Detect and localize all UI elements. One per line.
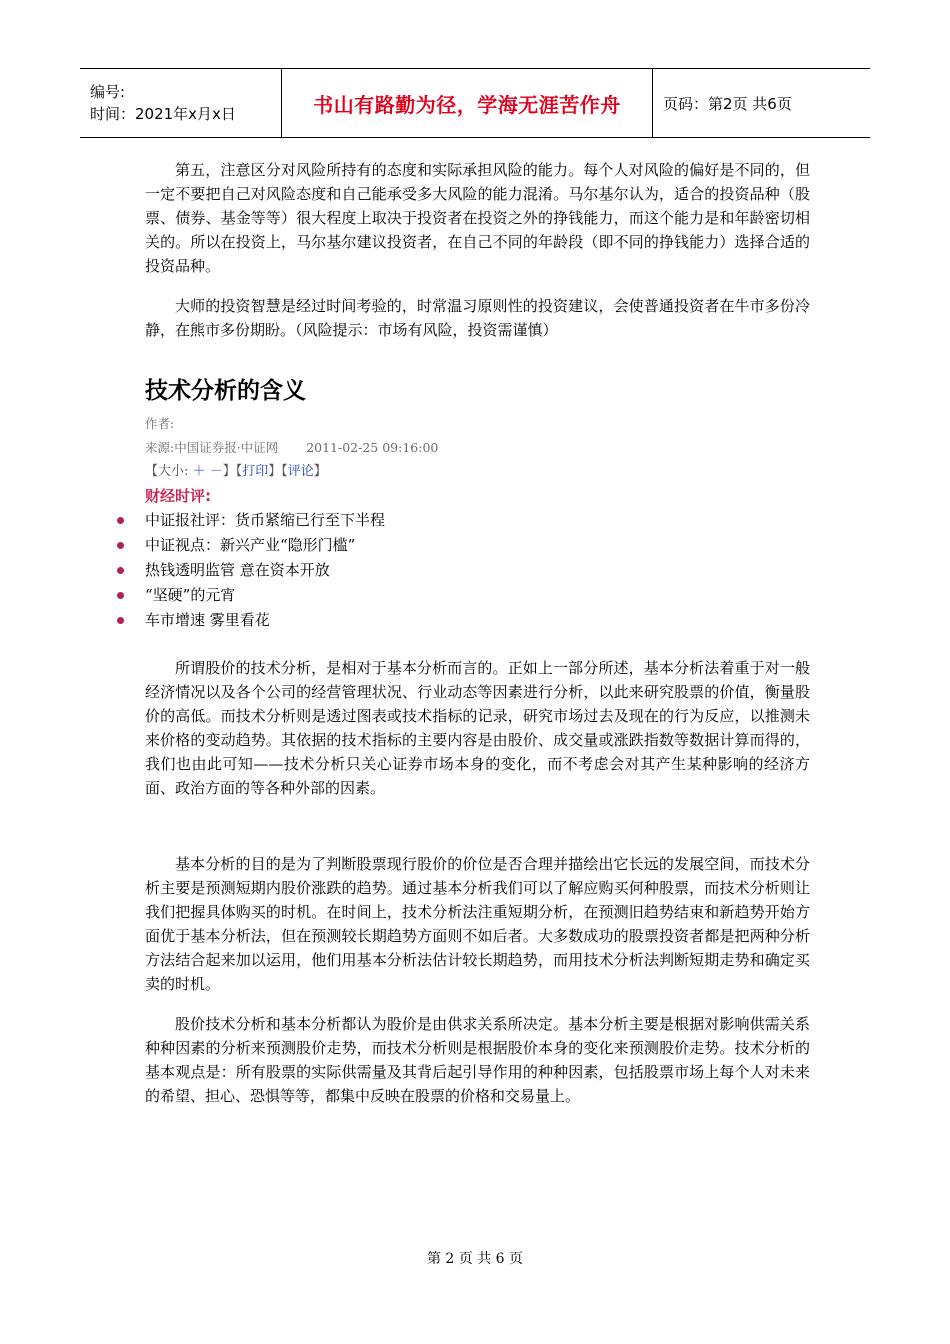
page-footer: 第 2 页 共 6 页 bbox=[426, 1251, 524, 1267]
header-center-cell bbox=[281, 69, 653, 137]
news-list bbox=[145, 508, 810, 633]
news-item[interactable]: 车市增速 雾里看花 bbox=[145, 608, 810, 633]
document-body bbox=[145, 158, 810, 1108]
paragraph-risk: 第五，注意区分对风险所持有的态度和实际承担风险的能力。每个人对风险的偏好是不同的，但一定不要把自己对风险态度和自己能承受多大风险的能力混淆。马尔基尔认为，适合的投资品种（股票、债券、基金等等）很大程度上取决于投资者在投资之外的挣钱能力，而这个能力是和年龄密切相关的。所以在投资上，马尔基尔建议投资者，在自己不同的年龄段（即不同的挣钱能力）选择合适的投资品种。 bbox=[145, 161, 810, 275]
article-source: 来源:中国证券报·中证网 bbox=[145, 440, 279, 455]
bullet-icon bbox=[117, 517, 124, 524]
number-label: 编号: bbox=[90, 83, 126, 101]
article-title: 技术分析的含义 bbox=[145, 378, 306, 404]
bullet-icon bbox=[117, 592, 124, 599]
page-label: 页码：第2页 共6页 bbox=[663, 94, 792, 113]
bullet-icon bbox=[117, 567, 124, 574]
bullet-icon bbox=[117, 617, 124, 624]
bullet-icon bbox=[117, 542, 124, 549]
news-item[interactable]: 中证报社评：货币紧缩已行至下半程 bbox=[145, 508, 810, 533]
header-left-cell bbox=[80, 69, 281, 137]
document-header bbox=[80, 68, 870, 138]
paragraph-definition: 所谓股价的技术分析，是相对于基本分析而言的。正如上一部分所述，基本分析法着重于对一般经济情况以及各个公司的经营管理状况、行业动态等因素进行分析，以此来研究股票的价值，衡量股价的高低。而技术分析则是透过图表或技术指标的记录，研究市场过去及现在的行为反应，以推测未来价格的变动趋势。其依据的技术指标的主要内容是由股价、成交量或涨跌指数等数据计算而得的，我们也由此可知——技术分析只关心证券市场本身的变化，而不考虑会对其产生某种影响的经济方面、政治方面的等各种外部的因素。 bbox=[145, 659, 810, 797]
print-open: 【 bbox=[235, 464, 243, 479]
article-source-line bbox=[145, 436, 810, 460]
size-open: 【大小: bbox=[145, 464, 189, 479]
header-right-cell bbox=[653, 69, 870, 137]
article-datetime: 2011-02-25 09:16:00 bbox=[306, 440, 439, 455]
comment-link[interactable]: 评论 bbox=[287, 464, 314, 479]
time-label: 时间：2021年x月x日 bbox=[90, 105, 236, 123]
font-size-increase-link[interactable]: ＋ bbox=[192, 464, 206, 479]
news-item[interactable]: “坚硬”的元宵 bbox=[145, 583, 810, 608]
news-item[interactable]: 热钱透明监管 意在资本开放 bbox=[145, 558, 810, 583]
news-item[interactable]: 中证视点：新兴产业“隐形门槛” bbox=[145, 533, 810, 558]
paragraph-purpose: 基本分析的目的是为了判断股票现行股价的价位是否合理并描绘出它长远的发展空间，而技术分析主要是预测短期内股价涨跌的趋势。通过基本分析我们可以了解应购买何种股票，而技术分析则让我们把握具体购买的时机。在时间上，技术分析法注重短期分析，在预测旧趋势结束和新趋势开始方面优于基本分析法，但在预测较长期趋势方面则不如后者。大多数成功的股票投资者都是把两种分析方法结合起来加以运用，他们用基本分析法估计较长期趋势，而用技术分析法判断短期走势和确定买卖的时机。 bbox=[145, 855, 810, 993]
comment-open: 【 bbox=[281, 464, 288, 479]
article-tools bbox=[145, 460, 810, 484]
print-link[interactable]: 打印 bbox=[242, 464, 269, 479]
header-motto: 书山有路勤为径，学海无涯苦作舟 bbox=[313, 92, 621, 117]
font-size-decrease-link[interactable]: － bbox=[209, 464, 223, 479]
print-close: 】 bbox=[268, 464, 282, 479]
paragraph-supply-demand: 股价技术分析和基本分析都认为股价是由供求关系所决定。基本分析主要是根据对影响供需关系种种因素的分析来预测股价走势，而技术分析则是根据股价本身的变化来预测股价走势。技术分析的基本观点是：所有股票的实际供需量及其背后起引导作用的种种因素，包括股票市场上每个人对未来的希望、担心、恐惧等等，都集中反映在股票的价格和交易量上。 bbox=[145, 1015, 810, 1105]
comment-close: 】 bbox=[313, 464, 327, 479]
paragraph-wisdom: 大师的投资智慧是经过时间考验的，时常温习原则性的投资建议，会使普通投资者在牛市多份冷静，在熊市多份期盼。（风险提示：市场有风险，投资需谨慎） bbox=[145, 297, 810, 339]
size-close: 】 bbox=[222, 464, 236, 479]
category-title: 财经时评: bbox=[145, 487, 211, 505]
article-author: 作者: bbox=[145, 416, 175, 431]
